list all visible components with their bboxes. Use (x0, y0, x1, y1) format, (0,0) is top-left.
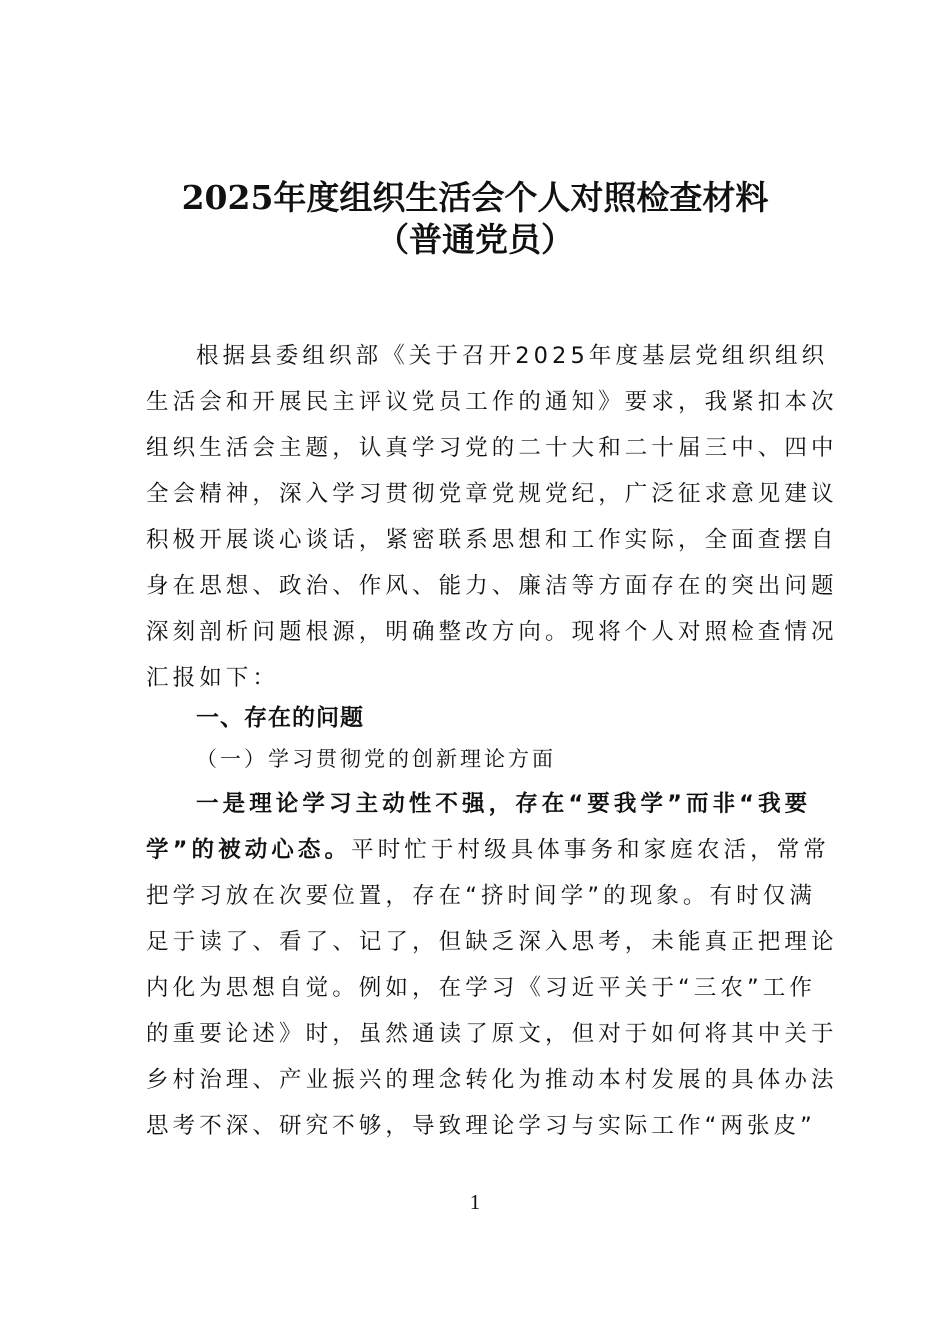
intro-line: 深刻剖析问题根源，明确整改方向。现将个人对照检查情况 (146, 619, 838, 645)
intro-line: 积极开展谈心谈话，紧密联系思想和工作实际，全面查摆自 (146, 527, 838, 553)
point-line: 内化为思想自觉。例如，在学习《习近平关于“三农”工作 (146, 975, 816, 1001)
document-subtitle: （普通党员） (376, 220, 574, 259)
subsection-heading: （一）学习贯彻党的创新理论方面 (196, 747, 556, 771)
point-line: 思考不深、研究不够，导致理论学习与实际工作“两张皮” (146, 1113, 816, 1139)
point-line (146, 835, 830, 865)
point-text: 平时忙于村级具体事务和家庭农活，常常 (351, 837, 830, 863)
document-title: 2025年度组织生活会个人对照检查材料 (181, 178, 769, 217)
section-heading: 一、存在的问题 (196, 705, 364, 731)
intro-line: 根据县委组织部《关于召开2025年度基层党组织组织 (196, 343, 829, 369)
intro-line: 汇报如下： (146, 665, 280, 691)
intro-line: 组织生活会主题，认真学习党的二十大和二十届三中、四中 (146, 435, 838, 461)
point-line: 足于读了、看了、记了，但缺乏深入思考，未能真正把理论 (146, 929, 838, 955)
point-heading-end: 学”的被动心态。 (146, 837, 352, 863)
page-number: 1 (469, 1190, 481, 1214)
point-line: 的重要论述》时，虽然通读了原文，但对于如何将其中关于 (146, 1021, 838, 1047)
point-heading: 一是理论学习主动性不强，存在“要我学”而非“我要 (196, 791, 812, 817)
intro-line: 生活会和开展民主评议党员工作的通知》要求，我紧扣本次 (146, 389, 838, 415)
intro-line: 身在思想、政治、作风、能力、廉洁等方面存在的突出问题 (146, 573, 838, 599)
point-line: 把学习放在次要位置，存在“挤时间学”的现象。有时仅满 (146, 883, 816, 909)
point-line: 乡村治理、产业振兴的理念转化为推动本村发展的具体办法 (146, 1067, 838, 1093)
intro-line: 全会精神，深入学习贯彻党章党规党纪，广泛征求意见建议 (146, 481, 838, 507)
